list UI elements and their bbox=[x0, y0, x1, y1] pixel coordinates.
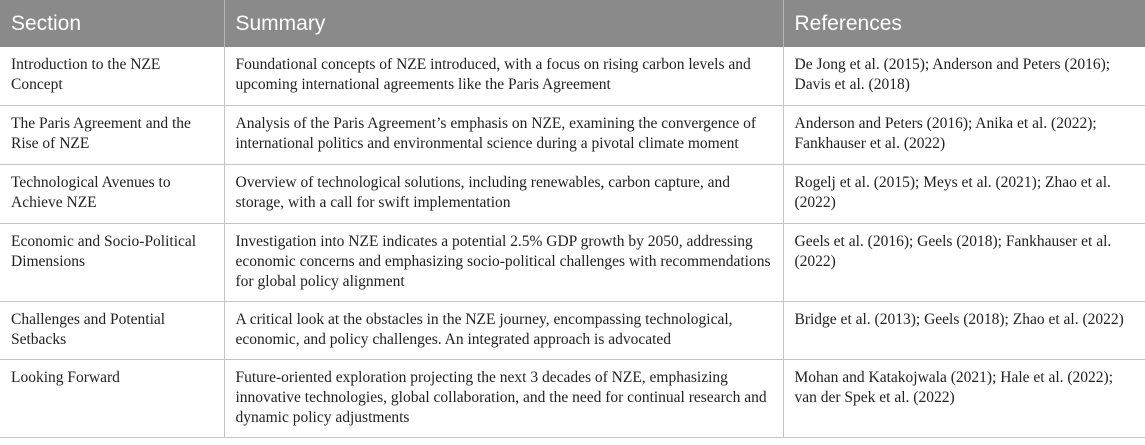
cell-section: Challenges and Potential Setbacks bbox=[0, 302, 224, 360]
cell-section: The Paris Agreement and the Rise of NZE bbox=[0, 106, 224, 165]
cell-summary: A critical look at the obstacles in the NZE journey, encompassing technological, economic, and policy challenges. An integrated approach is advocated bbox=[224, 302, 783, 360]
cell-references: Rogelj et al. (2015); Meys et al. (2021); Zhao et al. (2022) bbox=[783, 165, 1145, 224]
header-references: References bbox=[783, 0, 1145, 47]
header-row bbox=[0, 0, 1145, 47]
table-row bbox=[0, 302, 1145, 360]
table-row bbox=[0, 360, 1145, 438]
cell-section: Introduction to the NZE Concept bbox=[0, 47, 224, 106]
table-row bbox=[0, 224, 1145, 302]
cell-summary: Overview of technological solutions, including renewables, carbon capture, and storage, with a call for swift implementation bbox=[224, 165, 783, 224]
cell-references: Mohan and Katakojwala (2021); Hale et al. (2022); van der Spek et al. (2022) bbox=[783, 360, 1145, 438]
cell-summary: Analysis of the Paris Agreement’s emphasis on NZE, examining the convergence of international politics and environmental science during a pivotal climate moment bbox=[224, 106, 783, 165]
cell-references: Bridge et al. (2013); Geels (2018); Zhao et al. (2022) bbox=[783, 302, 1145, 360]
cell-section: Economic and Socio-Political Dimensions bbox=[0, 224, 224, 302]
cell-section: Technological Avenues to Achieve NZE bbox=[0, 165, 224, 224]
table-row bbox=[0, 47, 1145, 106]
cell-references: Anderson and Peters (2016); Anika et al. (2022); Fankhauser et al. (2022) bbox=[783, 106, 1145, 165]
cell-summary: Foundational concepts of NZE introduced, with a focus on rising carbon levels and upcoming international agreements like the Paris Agreement bbox=[224, 47, 783, 106]
header-section: Section bbox=[0, 0, 224, 47]
cell-summary: Investigation into NZE indicates a potential 2.5% GDP growth by 2050, addressing economic concerns and emphasizing socio-political challenges with recommendations for global policy alignment bbox=[224, 224, 783, 302]
table-row bbox=[0, 165, 1145, 224]
table-header bbox=[0, 0, 1145, 47]
cell-summary: Future-oriented exploration projecting the next 3 decades of NZE, emphasizing innovative technologies, global collaboration, and the need for continual research and dynamic policy adjustments bbox=[224, 360, 783, 438]
table-row bbox=[0, 106, 1145, 165]
cell-section: Looking Forward bbox=[0, 360, 224, 438]
table-body bbox=[0, 47, 1145, 438]
header-summary: Summary bbox=[224, 0, 783, 47]
cell-references: Geels et al. (2016); Geels (2018); Fankhauser et al. (2022) bbox=[783, 224, 1145, 302]
cell-references: De Jong et al. (2015); Anderson and Peters (2016); Davis et al. (2018) bbox=[783, 47, 1145, 106]
